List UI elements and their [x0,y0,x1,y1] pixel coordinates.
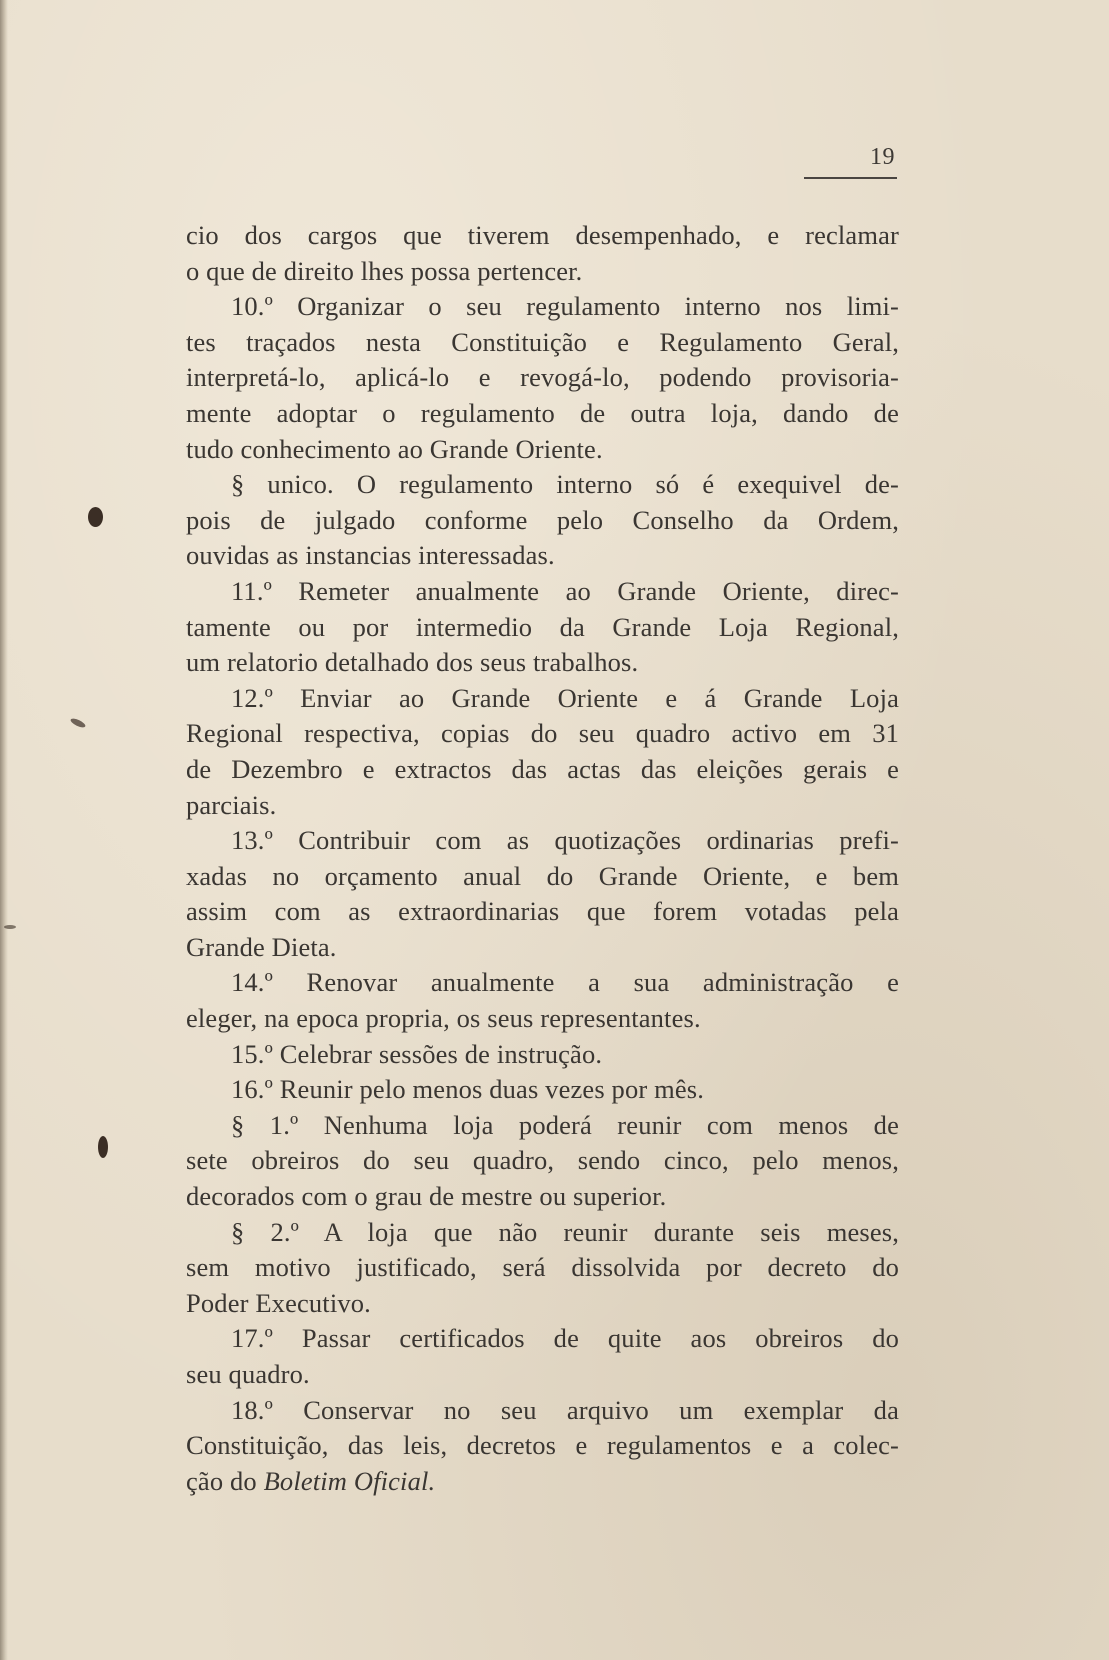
text-line: pois de julgado conforme pelo Conselho da Ordem, [186,504,899,535]
text-line: decorados com o grau de mestre ou superior. [186,1181,667,1212]
page-number: 19 [870,144,895,170]
ink-stain [98,1136,108,1158]
text-line: mente adoptar o regulamento de outra loja, dando de [186,397,899,428]
body-text [186,218,899,1499]
page-number-rule [804,177,897,179]
text-line: tudo conhecimento ao Grande Oriente. [186,433,603,464]
text-line: cio dos cargos que tiverem desempenhado, e reclamar [186,220,899,250]
text-line: eleger, na epoca propria, os seus representantes. [186,1003,701,1034]
text-line: o que de direito lhes possa pertencer. [186,255,583,286]
publication-title: Boletim Oficial. [263,1465,436,1496]
text-line: Constituição, das leis, decretos e regulamentos e a colec- [186,1430,899,1461]
text-line: 18.º Conservar no seu arquivo um exemplar da [231,1394,899,1425]
text-line: seu quadro. [186,1359,310,1389]
text-line: assim com as extraordinarias que forem votadas pela [186,896,899,927]
ink-stain [88,507,103,527]
text-line: parciais. [186,789,277,820]
text-line: tamente ou por intermedio da Grande Loja Regional, [186,611,899,642]
text-line: xadas no orçamento anual do Grande Oriente, e bem [186,860,899,891]
text-line: sete obreiros do seu quadro, sendo cinco, pelo menos, [186,1145,899,1176]
ink-stain [69,717,86,729]
text-line: 12.º Enviar ao Grande Oriente e á Grande Loja [231,682,899,713]
text-line: 16.º Reunir pelo menos duas vezes por mês. [231,1074,705,1105]
text-line: § 1.º Nenhuma loja poderá reunir com menos de [231,1109,899,1140]
text-line: Regional respectiva, copias do seu quadro activo em 31 [186,718,899,749]
text-line: tes traçados nesta Constituição e Regulamento Geral, [186,326,899,357]
text-line: 17.º Passar certificados de quite aos obreiros do [231,1323,899,1354]
text-line: Grande Dieta. [186,931,337,962]
text-line: interpretá-lo, aplicá-lo e revogá-lo, podendo provisoria- [186,362,899,393]
text-line: Poder Executivo. [186,1287,371,1318]
text-line: ouvidas as instancias interessadas. [186,540,555,571]
text-line: 14.º Renovar anualmente a sua administração e [231,967,899,998]
page-binding-edge [0,0,8,1660]
text-line: um relatorio detalhado dos seus trabalhos. [186,647,639,678]
text-line: 15.º Celebrar sessões de instrução. [231,1038,603,1069]
text-line: sem motivo justificado, será dissolvida por decreto do [186,1252,899,1283]
text-line: § 2.º A loja que não reunir durante seis meses, [231,1216,899,1247]
text-line-last [186,1464,899,1500]
ink-stain [4,925,16,929]
text-line: de Dezembro e extractos das actas das eleições gerais e [186,753,899,784]
text-line: 11.º Remeter anualmente ao Grande Oriente, direc- [231,575,899,606]
text-line: § unico. O regulamento interno só é exequivel de- [231,469,899,500]
text-line: 10.º Organizar o seu regulamento interno nos limi- [231,291,899,322]
text-line: 13.º Contribuir com as quotizações ordinarias prefi- [231,825,899,856]
last-line-prefix: ção do [186,1465,264,1496]
